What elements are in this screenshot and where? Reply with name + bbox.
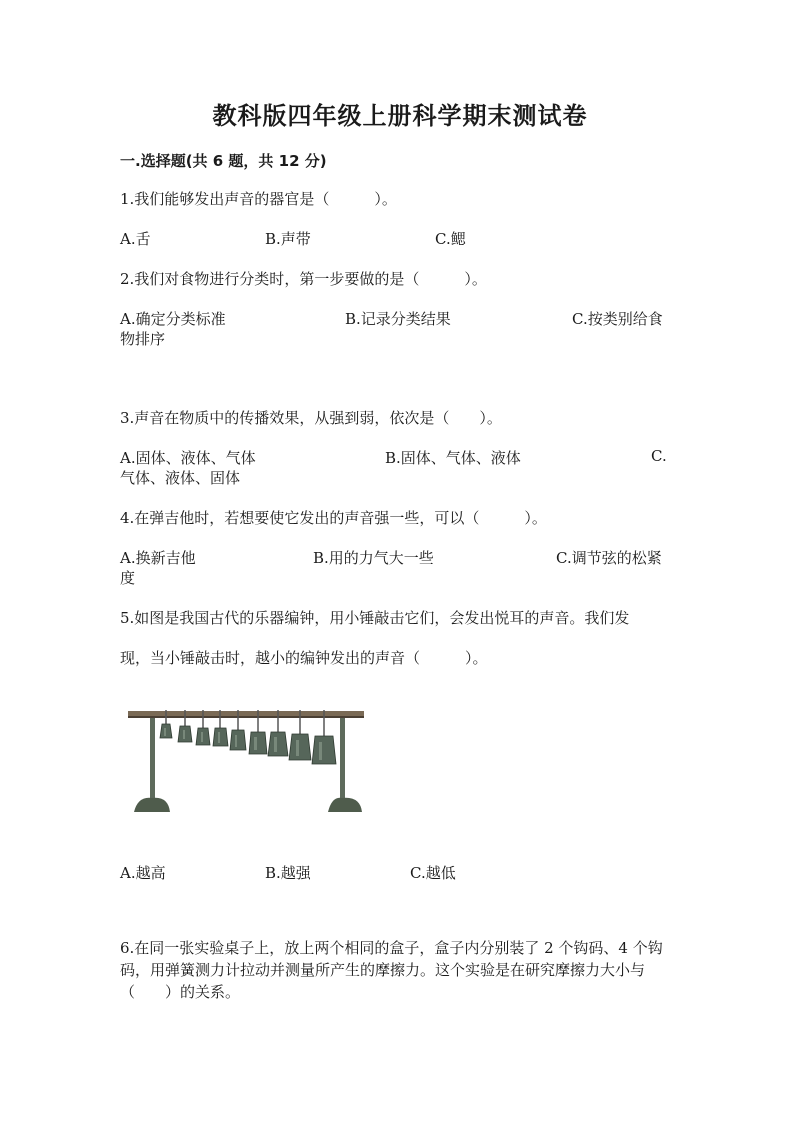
question-1-option-a: A.舌	[120, 230, 151, 248]
question-3-option-c: C.	[651, 447, 667, 465]
question-3-option-b: B.固体、气体、液体	[385, 449, 521, 467]
question-2-stem: 2.我们对食物进行分类时，第一步要做的是（ ）。	[120, 270, 487, 288]
question-3-stem: 3.声音在物质中的传播效果，从强到弱，依次是（ ）。	[120, 409, 502, 427]
question-1-stem: 1.我们能够发出声音的器官是（ ）。	[120, 190, 397, 208]
question-5-option-b: B.越强	[265, 864, 311, 882]
question-4-option-c-continued: 度	[120, 569, 136, 587]
question-5-stem-line-1: 5.如图是我国古代的乐器编钟，用小锤敲击它们，会发出悦耳的声音。我们发	[120, 609, 630, 627]
question-4-option-a: A.换新吉他	[120, 549, 196, 567]
question-5-option-a: A.越高	[120, 864, 166, 882]
question-5-stem-line-2: 现，当小锤敲击时，越小的编钟发出的声音（ ）。	[120, 649, 488, 667]
question-4-option-c: C.调节弦的松紧	[556, 549, 662, 567]
section-heading: 一.选择题(共 6 题，共 12 分)	[120, 152, 327, 170]
question-1-option-b: B.声带	[265, 230, 311, 248]
question-4-stem: 4.在弹吉他时，若想要使它发出的声音强一些，可以（ ）。	[120, 509, 547, 527]
question-2-option-a: A.确定分类标准	[120, 310, 226, 328]
question-2-option-c-continued: 物排序	[120, 330, 166, 348]
question-5-option-c: C.越低	[410, 864, 456, 882]
question-2-option-c: C.按类别给食	[572, 310, 663, 328]
bianzhong-bells-image	[128, 700, 368, 820]
question-2-option-b: B.记录分类结果	[345, 310, 451, 328]
question-1-option-c: C.鳃	[435, 230, 466, 248]
question-4-option-b: B.用的力气大一些	[313, 549, 434, 567]
question-6-stem: 6.在同一张实验桌子上，放上两个相同的盒子，盒子内分别装了 2 个钩码、4 个钩码，用弹簧测力计拉动并测量所产生的摩擦力。这个实验是在研究摩擦力大小与（ ）的关系。	[120, 939, 663, 1001]
question-3-option-c-continued: 气体、液体、固体	[120, 469, 241, 487]
question-3-option-a: A.固体、液体、气体	[120, 449, 256, 467]
page-title: 教科版四年级上册科学期末测试卷	[212, 102, 588, 130]
